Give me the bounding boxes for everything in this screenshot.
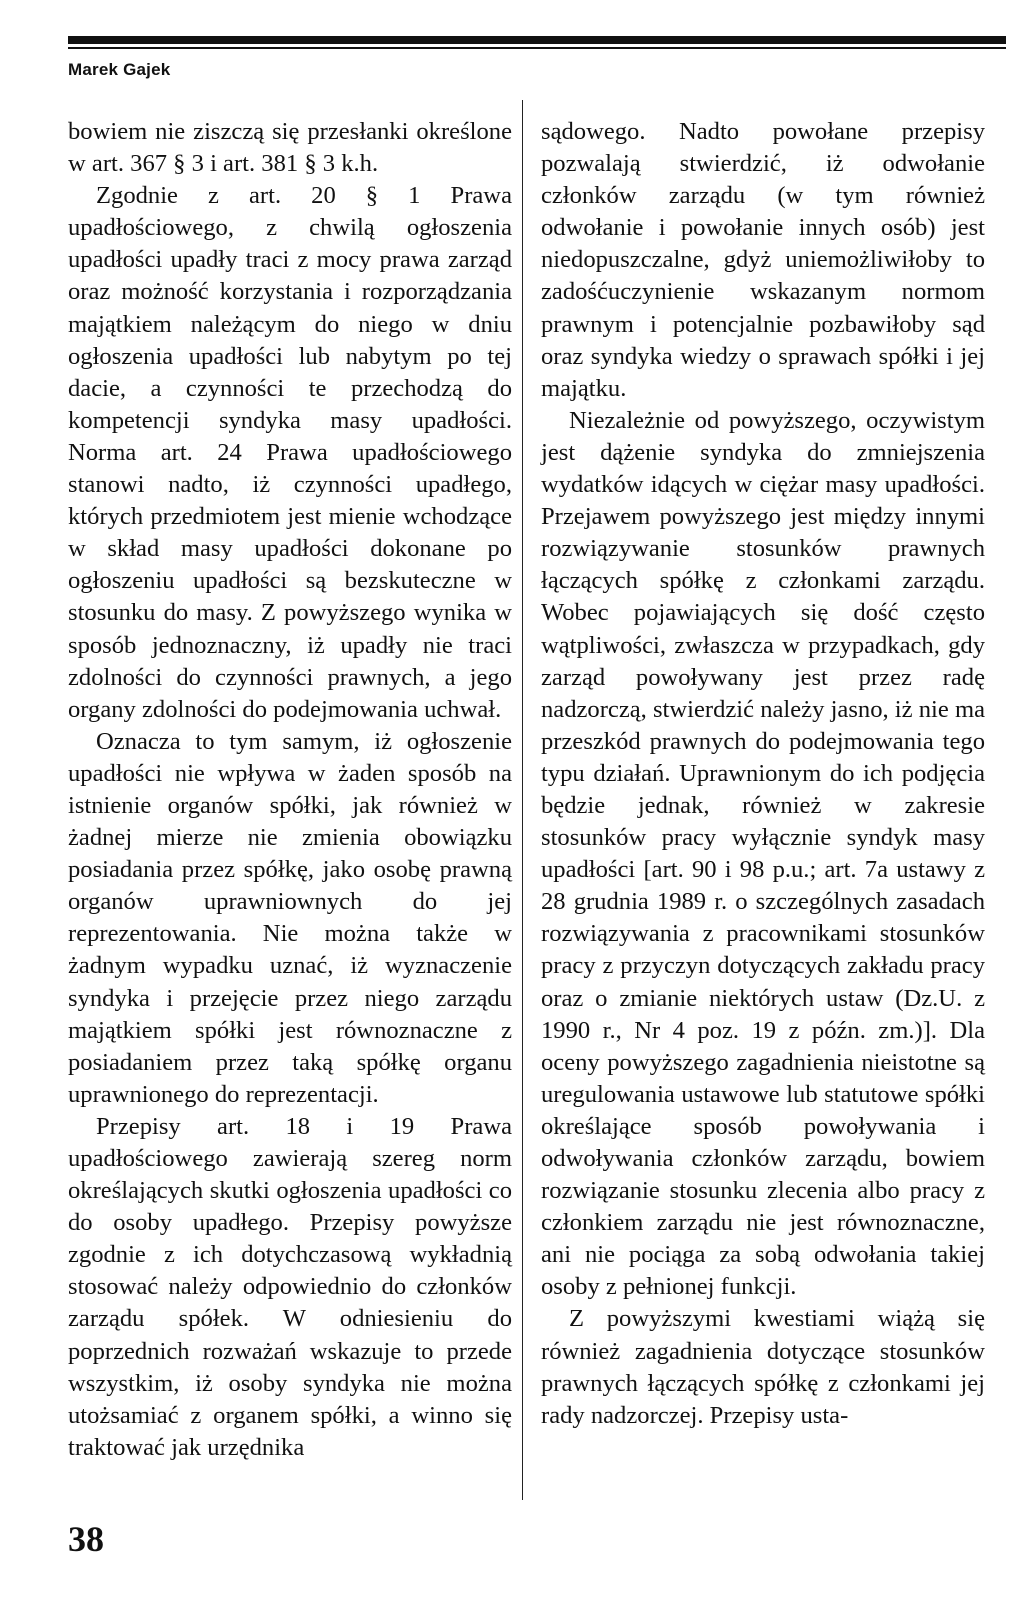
left-paragraph-2: Zgodnie z art. 20 § 1 Prawa upadłościowego, z chwilą ogłoszenia upadłości upadły traci z mocy prawa zarząd oraz możność korzystania i rozporządzania majątkiem należącym do niego w dniu ogłoszenia upadłości lub nabytym po tej dacie, a czynności te przechodzą do kompetencji syndyka masy upadłości. Norma art. 24 Prawa upadłościowego stanowi nadto, iż czynności upadłego, których przedmiotem jest mienie wchodzące w skład masy upadłości dokonane po ogłoszeniu upadłości są bezskuteczne w stosunku do masy. Z powyższego wynika w sposób jednoznaczny, iż upadły nie traci zdolności do czynności prawnych, a jego organy zdolności do podejmowania uchwał. bbox=[68, 182, 512, 723]
header-rule-thick bbox=[68, 36, 1006, 44]
right-paragraph-3: Z powyższymi kwestiami wiążą się również zagadnienia dotyczące stosunków prawnych łączących spółkę z członkami jej rady nadzorczej. Przepisy usta- bbox=[541, 1305, 985, 1429]
left-paragraph-3: Oznacza to tym samym, iż ogłoszenie upadłości nie wpływa w żaden sposób na istnienie organów spółki, jak również w żadnej mierze nie zmienia obowiązku posiadania przez spółkę, jako osobę prawną organów uprawniownych do jej reprezentowania. Nie można także w żadnym wypadku uznać, iż wyznaczenie syndyka i przejęcie przez niego zarządu majątkiem spółki jest równoznaczne z posiadaniem przez taką spółkę organu uprawnionego do reprezentacji. bbox=[68, 727, 512, 1108]
left-paragraph-4: Przepisy art. 18 i 19 Prawa upadłościowego zawierają szereg norm określających skutki ogłoszenia upadłości co do osoby upadłego. Przepisy powyższe zgodnie z ich dotychczasową wykładnią stosować należy odpowiednio do członków zarządu spółek. W odniesieniu do poprzednich rozważań wskazuje to przede wszystkim, iż osoby syndyka nie można utożsamiać z organem spółki, a winno się traktować jak urzędnika bbox=[68, 1112, 512, 1461]
right-paragraph-2: Niezależnie od powyższego, oczywistym jest dążenie syndyka do zmniejszenia wydatków idących w ciężar masy upadłości. Przejawem powyższego jest między innymi rozwiązywanie stosunków prawnych łączących spółkę z członkami zarządu. Wobec pojawiających się dość często wątpliwości, zwłaszcza w przypadkach, gdy zarząd powoływany jest przez radę nadzorczą, stwierdzić należy jasno, iż nie ma przeszkód prawnych do podejmowania tego typu działań. Uprawnionym do ich podjęcia będzie jednak, również w zakresie stosunków pracy wyłącznie syndyk masy upadłości [art. 90 i 98 p.u.; art. 7a ustawy z 28 grudnia 1989 r. o szczególnych zasadach rozwiązywania z pracownikami stosunków pracy z przyczyn dotyczących zakładu pracy oraz o zmianie niektórych ustaw (Dz.U. z 1990 r., Nr 4 poz. 19 z późn. zm.)]. Dla oceny powyższego zagadnienia nieistotne są uregulowania ustawowe lub statutowe spółki określające sposób powoływania i odwoływania członków zarządu, bowiem rozwiązanie stosunku zlecenia albo pracy z członkiem zarządu nie jest równoznaczne, ani nie pociąga za sobą odwołania takiej osoby z pełnionej funkcji. bbox=[541, 406, 985, 1301]
left-paragraph-1: bowiem nie ziszczą się przesłanki określone w art. 367 § 3 i art. 381 § 3 k.h. bbox=[68, 118, 512, 178]
right-column bbox=[541, 116, 985, 1432]
running-head-author: Marek Gajek bbox=[68, 60, 171, 79]
page-number: 38 bbox=[68, 1519, 104, 1559]
header-rule-thin bbox=[68, 47, 1006, 49]
column-divider bbox=[522, 100, 523, 1500]
left-column bbox=[68, 116, 512, 1464]
right-paragraph-1: sądowego. Nadto powołane przepisy pozwalają stwierdzić, iż odwołanie członków zarządu (w tym również odwołanie i powołanie innych osób) jest niedopuszczalne, gdyż uniemożliwiłoby to zadośćuczynienie wskazanym normom prawnym i potencjalnie pozbawiłoby sąd oraz syndyka wiedzy o sprawach spółki i jej majątku. bbox=[541, 118, 985, 402]
